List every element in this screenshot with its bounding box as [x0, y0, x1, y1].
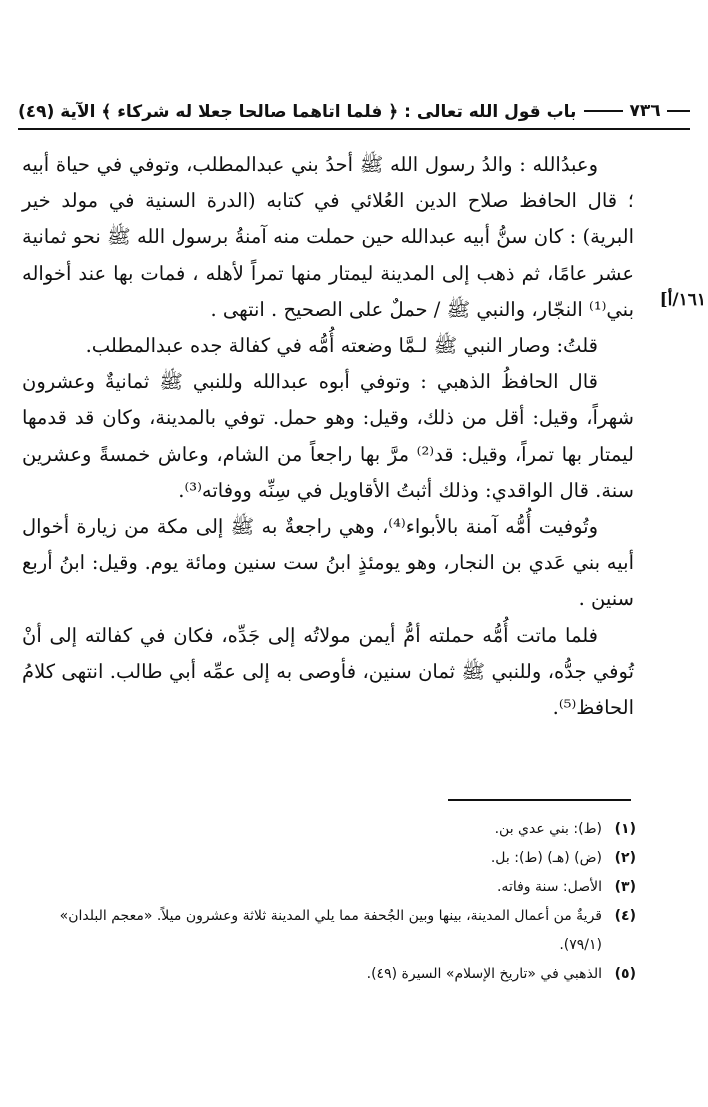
header-rule-middle [584, 110, 623, 112]
paragraph: وتُوفيت أُمُّه آمنة بالأبواء⁽⁴⁾، وهي راجعةٌ به ﷺ إلى مكة من زيارة أخوال أبيه بني عَدي بن النجار، وهو يومئذٍ ابنُ ست سنين ومائة يوم. وقيل: ابنُ أربع سنين . [22, 515, 634, 611]
footnote [22, 873, 636, 902]
running-header [18, 94, 690, 128]
footnote [22, 902, 636, 931]
footnote-number: (٢) [614, 850, 636, 866]
chapter-title: باب قول الله تعالى : ﴿ فلما اتاهما صالحا جعلا له شركاء ﴾ الآية (٤٩) [18, 101, 577, 122]
page-number: ٧٣٦ [629, 101, 661, 121]
footnotes [22, 815, 636, 989]
footnote-text: الأصل: سنة وفاته. [496, 879, 602, 895]
footnote-number: (٤) [614, 908, 636, 924]
footnote-text: (ض) (هـ) (ط): بل. [490, 850, 602, 866]
footnote [22, 960, 636, 989]
paragraph: وعبدُالله : والدُ رسول الله ﷺ أحدُ بني عبدالمطلب، وتوفي في حياة أبيه ؛ قال الحافظ صلاح الدين العُلائي في كتابه (الدرة السنية في مولد خير البرية) : كان سنُّ أبيه عبدالله حين حملت منه آمنةُ برسول الله ﷺ نحو ثمانية عشر عامًا، ثم ذهب إلى المدينة ليمتار منها تمراً لأهله ، فمات بها عند أخواله بني⁽¹⁾ النجّار، والنبي ﷺ / حملٌ على الصحيح . انتهى . [22, 153, 634, 321]
footnote [22, 844, 636, 873]
footnote-separator [448, 799, 631, 801]
footnote [22, 815, 636, 844]
footnote-number: (٥) [614, 966, 636, 982]
paragraph: قلتُ: وصار النبي ﷺ لـمَّا وضعته أُمُّه في كفالة جده عبدالمطلب. [85, 334, 598, 358]
footnote-number: (٣) [614, 879, 636, 895]
footnote-text: (ط): بني عدي بن. [494, 821, 602, 837]
paragraph: قال الحافظُ الذهبي : وتوفي أبوه عبدالله وللنبي ﷺ ثمانيةٌ وعشرون شهراً، وقيل: أقل من ذلك، وقيل: وهو حمل. توفي بالمدينة، وكان قد قدمها ليمتار بها تمراً، وقيل: قد⁽²⁾ مرَّ بها راجعاً من الشام، وعاش خمسةً وعشرين سنة. قال الواقدي: وذلك أثبتُ الأقاويل في سِنِّه ووفاته⁽³⁾. [22, 370, 634, 502]
footnote-text: الذهبي في «تاريخ الإسلام» السيرة (٤٩). [366, 966, 602, 982]
main-text [22, 147, 634, 726]
footnote-number: (١) [614, 821, 636, 837]
header-rule-right [667, 110, 690, 112]
footnote-continuation: (٧٩/١). [559, 937, 602, 953]
paragraph: فلما ماتت أُمُّه حملته أمُّ أيمن مولاتُه إلى جَدِّه، فكان في كفالته إلى أنْ تُوفي جدُّه، وللنبي ﷺ ثمان سنين، فأوصى به إلى عمِّه أبي طالب. انتهى كلامُ الحافظ⁽⁵⁾. [22, 623, 634, 720]
header-underline [18, 128, 690, 130]
manuscript-folio-note: ١٦١/أ] [659, 290, 706, 310]
footnote-text: قريةٌ من أعمال المدينة، بينها وبين الجُحفة مما يلي المدينة ثلاثة وعشرون ميلاً. «معجم البلدان» [59, 908, 602, 924]
